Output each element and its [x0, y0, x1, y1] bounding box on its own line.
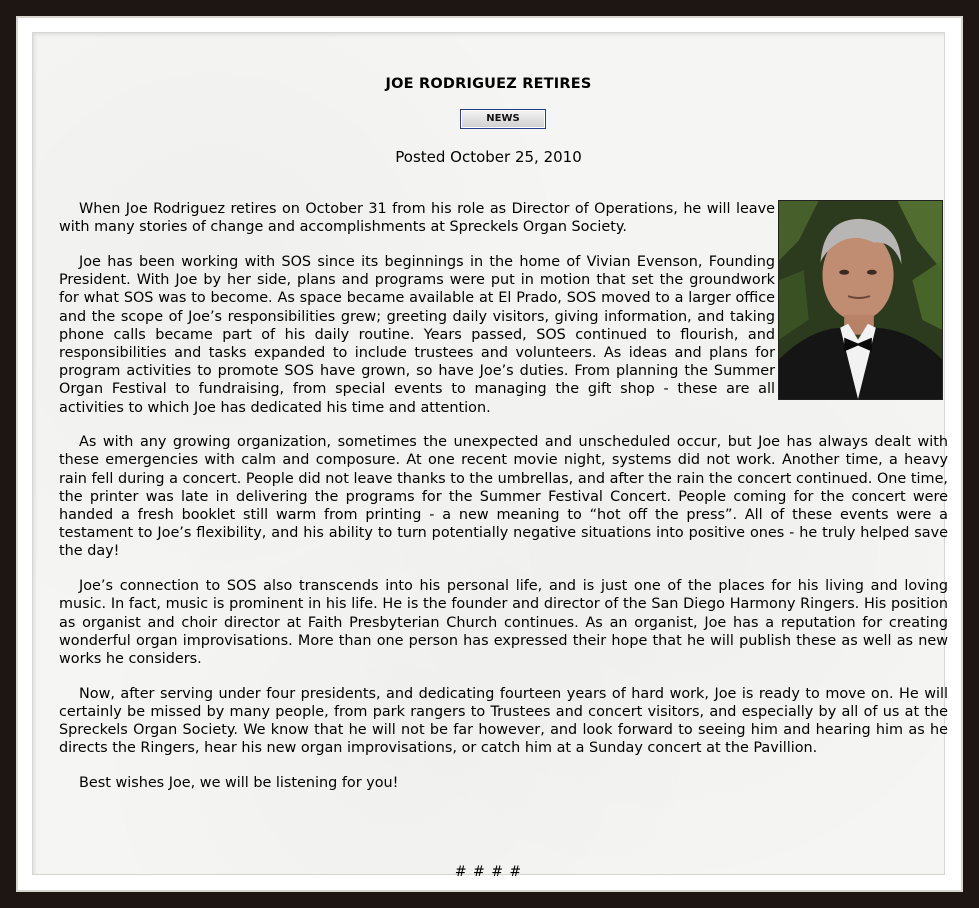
picture-frame [16, 16, 963, 892]
article-body [59, 200, 948, 809]
end-mark: # # # # [454, 864, 523, 880]
paragraph-emergencies: As with any growing organization, sometimes the unexpected and unscheduled occur, but Joe has always dealt with these emergencies with calm and composure. At one recent movie night, systems did not work. Another time, a heavy rain fell during a concert. People did not leave thanks to the umbrellas, and after the rain the concert continued. One time, the printer was late in delivering the programs for the Summer Festival Concert. People coming for the concert were handed a fresh booklet still warm from printing - a new meaning to “hot off the press”. All of these events were a testament to Joe’s flexibility, and his ability to turn potentially negative situations into positive ones - he truly helped save the day! [59, 434, 948, 560]
article-page [32, 32, 948, 880]
paragraph-music: Joe’s connection to SOS also transcends into his personal life, and is just one of the places for his living and loving music. In fact, music is prominent in his life. He is the founder and director of the San Diego Harmony Ringers. His position as organist and choir director at Faith Presbyterian Church continues. As an organist, Joe has a reputation for creating wonderful organ improvisations. More than one person has expressed their hope that he will publish these as well as new works he considers. [59, 578, 948, 667]
posted-date: Posted October 25, 2010 [395, 148, 582, 166]
paragraph-history: Joe has been working with SOS since its beginnings in the home of Vivian Evenson, Founding President. With Joe by her side, plans and programs were put in motion that set the groundwork for what SOS was to become. As space became available at El Prado, SOS moved to a larger office and the scope of Joe’s responsibilities grew; greeting daily visitors, giving information, and taking phone calls became part of his daily routine. Years passed, SOS continued to flourish, and responsibilities and tasks expanded to include trustees and volunteers. As ideas and plans for program activities to promote SOS have grown, so have Joe’s duties. From planning the Summer Organ Festival to fundraising, from special events to managing the gift shop - these are all activities to which Joe has dedicated his time and attention. [59, 253, 775, 416]
paragraph-farewell: Now, after serving under four presidents, and dedicating fourteen years of hard work, Joe is ready to move on. He will certainly be missed by many people, from park rangers to Trustees and concert visitors, and especially by all of us at the Spreckels Organ Society. We know that he will not be far however, and look forward to seeing him and hearing him as he directs the Ringers, hear his new organ improvisations, or catch him at a Sunday concert at the Pavillion. [59, 685, 948, 757]
news-button[interactable]: NEWS [460, 109, 546, 129]
paragraph-intro: When Joe Rodriguez retires on October 31 from his role as Director of Operations, he will leave with many stories of change and accomplishments at Spreckels Organ Society. [59, 201, 775, 236]
paragraph-best-wishes: Best wishes Joe, we will be listening for you! [79, 774, 399, 791]
photo-spacer [775, 200, 948, 403]
article-title: JOE RODRIGUEZ RETIRES [385, 76, 592, 92]
